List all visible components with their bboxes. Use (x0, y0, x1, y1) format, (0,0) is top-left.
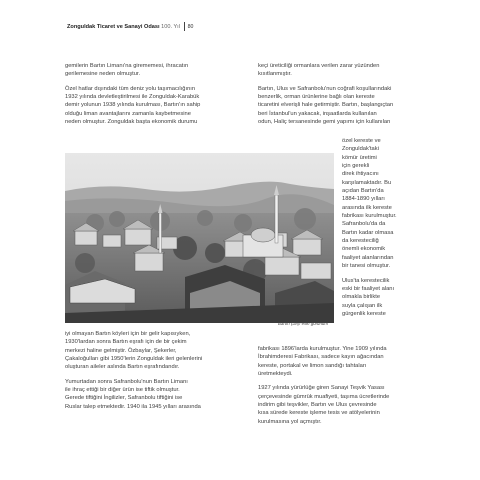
paragraph (342, 277, 422, 319)
paragraph (65, 330, 260, 372)
narrow-column (342, 137, 422, 324)
paragraph (258, 62, 443, 79)
paragraph (258, 85, 443, 127)
text-line: özel kereste ve (342, 138, 381, 144)
text-line: Bartın kadar olmasa (342, 229, 394, 236)
text-line: kısa sürede kereste işleme tesis ve atölyelerinin (258, 410, 380, 417)
text-line: 1927 yılında yürürlüğe giren Sanayi Teşvik Yasası (258, 385, 385, 392)
text-line: Zonguldak'taki (342, 146, 379, 153)
text-line: kömür üretimi (342, 154, 377, 161)
text-line: çerçevesinde gümrük muafiyeti, taşıma ücretlerinde (258, 393, 390, 400)
paragraph (65, 85, 250, 127)
text-line: merkezi haline gelmiştir. Özbaylar, Şekerler, (65, 347, 177, 354)
text-line: bir tanesi olmuştur. (342, 263, 391, 270)
text-line: beri İstanbul'un yakacak, inşaatlarda kullanılan (258, 110, 377, 117)
text-line: odun, Haliç tersanesinde gemi yapımı için kullanılan (258, 119, 391, 126)
text-line: önemli ekonomik (342, 246, 386, 253)
text-line: açıdan Bartın'da (342, 188, 384, 195)
paragraph (258, 384, 453, 426)
text-line: Çakaloğulları gibi 1950'lerin Zonguldak ileri gelenlerini (65, 356, 203, 363)
text-line: kısıtlanmıştır. (258, 71, 292, 78)
left-column-top (65, 62, 250, 132)
text-line: eski bir faaliyet alanı (342, 285, 395, 292)
text-line: 1932 yılında devletleştirilmesi ile Zonguldak-Karabük (65, 94, 200, 101)
text-line: Özel hatlar dışındaki tüm deniz yolu taşımacılığının (65, 85, 196, 92)
text-line: demir yolunun 1938 yılında kurulması, Bartın'ın sahip (65, 102, 201, 109)
paragraph (65, 62, 250, 79)
text-line: Gerede tiftiğini İngilizler, Safranbolu tiftiğini ise (65, 395, 183, 402)
text-line: üretmekteydi. (258, 371, 293, 378)
left-column-bottom (65, 330, 260, 417)
text-line: keçi üreticiliği ormanlara verilen zarar yüzünden (258, 63, 380, 69)
text-line: karşılamaktadır. Bu (342, 179, 392, 186)
text-line: gürgenlik kereste (342, 310, 386, 317)
paragraph (342, 137, 422, 271)
text-line: Safranbolu'da da (342, 221, 386, 228)
text-line: arasında ilk kereste (342, 204, 392, 211)
historical-photo (65, 153, 334, 323)
text-line: ticaretini elverişli hale getirmiştir. Bartın, başlangıçtan (258, 102, 394, 109)
text-line: Ulus'ta kerestecilik (342, 277, 390, 284)
text-line: faaliyet alanlarından (342, 254, 394, 261)
text-line: ile ihraç ettiği bir diğer ürün ise tiftik olmuştur. (65, 387, 180, 394)
text-line: fabrikası 1896'larda kurulmuştur. Yine 1909 yılında (258, 346, 387, 352)
text-line: da keresteciliğ (342, 238, 379, 245)
text-line: 1884-1890 yılları (342, 196, 385, 203)
paragraph (65, 378, 260, 411)
text-line: gemilerin Bartın Limanı'na girememesi, ihracatın (65, 63, 189, 69)
text-line: fabrikası kurulmuştur. (342, 213, 397, 220)
header-divider (184, 22, 185, 31)
text-line: neden olmuştur. Zonguldak başta ekonomik durumu (65, 119, 198, 126)
text-line: Ruslar talep etmektedir. 1940 ila 1945 yılları arasında (65, 403, 201, 410)
text-line: iyi olmayan Bartın köyleri için bir gelir kapısıyken, (65, 331, 191, 337)
text-line: kurulmasına yol açmıştır. (258, 418, 322, 425)
paragraph (258, 345, 453, 378)
text-line: suyla çalışan ilk (342, 302, 383, 309)
right-column-top (258, 62, 443, 132)
text-line: İbrahimderesi Fabrikası, sadece kayın ağacından (258, 354, 384, 361)
text-line: benzerlik, orman ürünlerine bağlı olan kereste (258, 94, 375, 101)
photo-caption: Bartın çarşı eski görünüm (278, 321, 329, 326)
page-header (67, 22, 193, 31)
text-line: gerilemesine neden olmuştur. (65, 71, 141, 78)
header-organization: Zonguldak Ticaret ve Sanayi Odası (67, 23, 160, 30)
text-line: indirim gibi teşvikler, Bartın ve Ulus çevresinde (258, 402, 377, 409)
text-line: direk ihtiyacını (342, 171, 379, 178)
text-line: olmakla birlikte (342, 294, 381, 301)
text-line: olduğu liman avantajlarını zamanla kaybetmesine (65, 110, 191, 117)
text-line: Bartın, Ulus ve Safranbolu'nun coğrafi koşullarındaki (258, 85, 392, 92)
right-column-bottom (258, 345, 453, 432)
text-line: için gerekli (342, 163, 370, 170)
text-line: kereste, portakal ve limon sandığı tahtaları (258, 362, 367, 369)
text-line: 1930'lardan sonra Bartın eşrafı için de bir çekim (65, 339, 187, 346)
page-number: 80 (187, 23, 194, 30)
text-line: oluşturan aileler aslında Bartın eşrafındandır. (65, 364, 180, 371)
header-years: 100. Yıl (161, 23, 180, 30)
town-panorama-image (65, 153, 334, 323)
text-line: Yumurtadan sonra Safranbolu'nun Bartın Limanı (65, 378, 188, 385)
